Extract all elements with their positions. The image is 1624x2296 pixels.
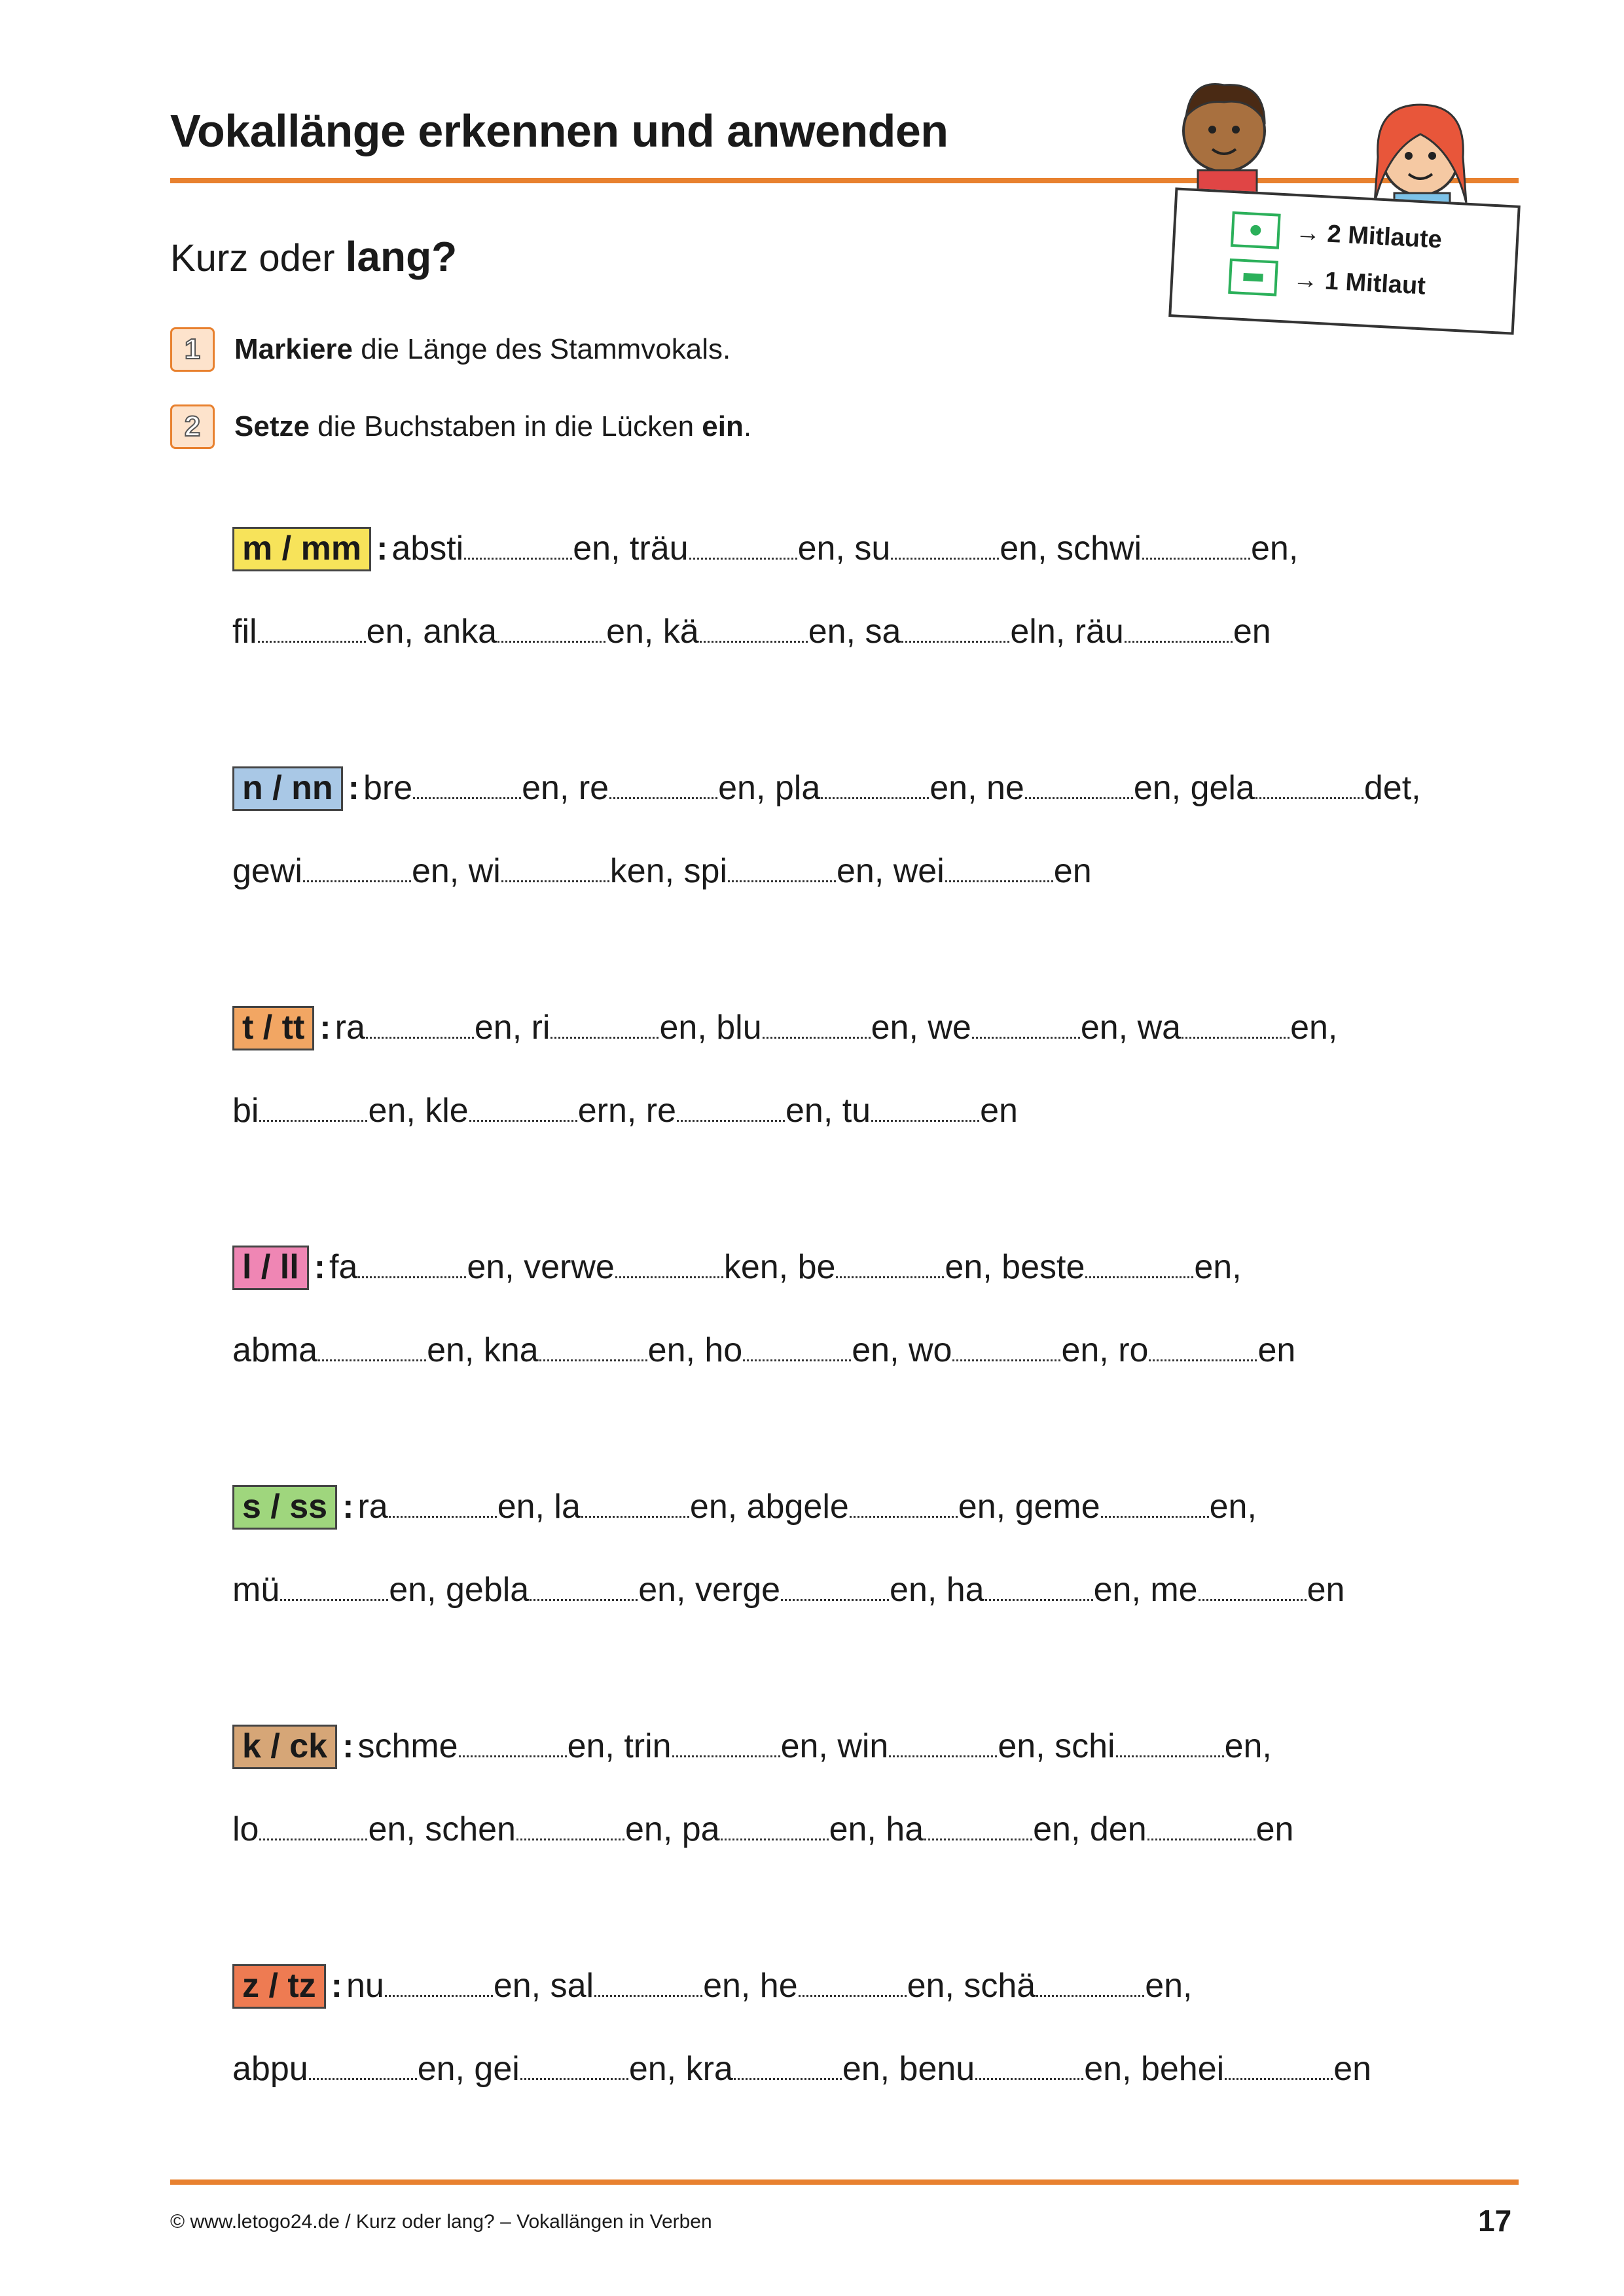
blank-gap[interactable] <box>952 1359 1060 1361</box>
blank-gap[interactable] <box>318 1359 426 1361</box>
legend-row-long <box>1228 259 1426 304</box>
word-fragment: en, he <box>703 1967 798 2005</box>
blank-gap[interactable] <box>539 1359 647 1361</box>
dot-icon <box>1231 211 1281 249</box>
exercise-line <box>232 1006 1337 1050</box>
word-fragment: en, we <box>871 1009 971 1047</box>
word-fragment: en, gela <box>1133 769 1255 807</box>
word-fragment: en, <box>1194 1248 1242 1286</box>
word-fragment: en, kle <box>368 1092 469 1130</box>
task-1 <box>170 327 731 372</box>
blank-gap[interactable] <box>1225 2077 1333 2080</box>
page-title: Vokallänge erkennen und anwenden <box>170 105 948 156</box>
word-fragment: en, pla <box>718 769 821 807</box>
blank-gap[interactable] <box>530 1598 638 1601</box>
word-fragment: det, <box>1363 769 1421 807</box>
page-number: 17 <box>1478 2204 1512 2238</box>
blank-gap[interactable] <box>581 1515 689 1518</box>
blank-gap[interactable] <box>901 640 1009 643</box>
blank-gap[interactable] <box>985 1598 1093 1601</box>
word-fragment: en <box>1307 1571 1345 1609</box>
word-fragment: fil <box>232 613 257 651</box>
blank-gap[interactable] <box>303 880 411 882</box>
footer-text: © www.letogo24.de / Kurz oder lang? – Vokallängen in Verben <box>170 2211 712 2233</box>
word-fragment: en <box>1333 2050 1372 2088</box>
word-fragment: en, ha <box>829 1810 924 1848</box>
subtitle-suffix: ? <box>431 233 458 280</box>
blank-gap[interactable] <box>259 1119 367 1122</box>
word-fragment: en, wi <box>411 852 501 890</box>
word-fragment: en, den <box>1033 1810 1147 1848</box>
word-fragment: bre <box>363 769 413 807</box>
blank-gap[interactable] <box>358 1276 466 1278</box>
legend-short-label: → 2 Mitlaute <box>1295 218 1443 254</box>
blank-gap[interactable] <box>763 1036 871 1039</box>
word-fragment: en, <box>1251 529 1299 567</box>
exercise-line <box>232 527 1298 571</box>
blank-gap[interactable] <box>1182 1036 1290 1039</box>
exercise-line <box>232 1725 1272 1769</box>
word-fragment: en, ri <box>474 1009 550 1047</box>
word-fragment: en, <box>1145 1967 1193 2005</box>
colon: : <box>342 1488 354 1526</box>
word-fragment: en, <box>1290 1009 1338 1047</box>
word-fragment: en <box>1255 1810 1294 1848</box>
exercise-line <box>232 1810 1293 1849</box>
word-fragment: mü <box>232 1571 280 1609</box>
blank-gap[interactable] <box>497 640 605 643</box>
word-fragment: en, abgele <box>689 1488 849 1526</box>
exercise-line <box>232 2049 1371 2089</box>
blank-gap[interactable] <box>672 1755 780 1757</box>
blank-gap[interactable] <box>1116 1755 1224 1757</box>
word-fragment: en, anka <box>366 613 497 651</box>
blank-gap[interactable] <box>821 797 929 799</box>
word-fragment: en, sal <box>493 1967 594 2005</box>
blank-gap[interactable] <box>280 1598 388 1601</box>
letter-tag: m / mm <box>232 527 371 571</box>
word-fragment: en, wei <box>837 852 945 890</box>
blank-gap[interactable] <box>871 1119 979 1122</box>
word-fragment: en, gebla <box>389 1571 530 1609</box>
blank-gap[interactable] <box>594 1994 702 1997</box>
word-fragment: en, ne <box>929 769 1024 807</box>
word-fragment: en, beste <box>945 1248 1085 1286</box>
word-fragment: en, blu <box>659 1009 762 1047</box>
section-subtitle <box>170 232 457 281</box>
word-fragment: gewi <box>232 852 302 890</box>
blank-gap[interactable] <box>1101 1515 1209 1518</box>
word-fragment: en, benu <box>842 2050 975 2088</box>
blank-gap[interactable] <box>1199 1598 1307 1601</box>
word-fragment: ken, spi <box>609 852 728 890</box>
blank-gap[interactable] <box>728 880 836 882</box>
word-fragment: en, <box>1224 1727 1272 1765</box>
word-fragment: abpu <box>232 2050 308 2088</box>
blank-gap[interactable] <box>1255 797 1363 799</box>
blank-gap[interactable] <box>945 880 1053 882</box>
blank-gap[interactable] <box>781 1598 889 1601</box>
word-fragment: bi <box>232 1092 259 1130</box>
blank-gap[interactable] <box>975 2077 1083 2080</box>
word-fragment: en, ro <box>1061 1331 1149 1369</box>
letter-tag: t / tt <box>232 1006 314 1050</box>
colon: : <box>376 529 388 567</box>
word-fragment: lo <box>232 1810 259 1848</box>
task-2 <box>170 404 751 449</box>
word-fragment: en <box>980 1092 1018 1130</box>
word-fragment: en, kä <box>606 613 699 651</box>
legend-long-label: → 1 Mitlaut <box>1292 265 1426 300</box>
word-fragment: en, wo <box>852 1331 952 1369</box>
letter-tag: k / ck <box>232 1725 337 1769</box>
blank-gap[interactable] <box>1085 1276 1193 1278</box>
letter-tag: z / tz <box>232 1964 326 2009</box>
colon: : <box>314 1248 326 1286</box>
blank-gap[interactable] <box>413 797 521 799</box>
word-fragment: ern, re <box>577 1092 676 1130</box>
blank-gap[interactable] <box>464 557 572 560</box>
blank-gap[interactable] <box>501 880 609 882</box>
task-number-badge: 2 <box>170 404 215 449</box>
word-fragment: en, schwi <box>1000 529 1142 567</box>
word-fragment: fa <box>329 1248 358 1286</box>
blank-gap[interactable] <box>1147 1838 1255 1840</box>
legend-row-short <box>1231 211 1443 258</box>
blank-gap[interactable] <box>1142 557 1250 560</box>
blank-gap[interactable] <box>469 1119 577 1122</box>
exercise-line <box>232 612 1271 651</box>
blank-gap[interactable] <box>1149 1359 1257 1361</box>
exercise-line <box>232 1091 1018 1130</box>
blank-gap[interactable] <box>550 1036 659 1039</box>
word-fragment: abma <box>232 1331 318 1369</box>
colon: : <box>342 1727 354 1765</box>
blank-gap[interactable] <box>309 2077 417 2080</box>
blank-gap[interactable] <box>366 1036 474 1039</box>
word-fragment: en, ha <box>890 1571 984 1609</box>
blank-gap[interactable] <box>459 1755 567 1757</box>
blank-gap[interactable] <box>721 1838 829 1840</box>
word-fragment: en, me <box>1093 1571 1198 1609</box>
word-fragment: en, pa <box>624 1810 720 1848</box>
word-fragment: en, re <box>522 769 609 807</box>
letter-tag: s / ss <box>232 1485 337 1530</box>
word-fragment: en, ho <box>647 1331 743 1369</box>
blank-gap[interactable] <box>259 1838 367 1840</box>
colon: : <box>348 769 359 807</box>
blank-gap[interactable] <box>389 1515 497 1518</box>
word-fragment: en, trin <box>567 1727 672 1765</box>
word-fragment: en, wa <box>1080 1009 1182 1047</box>
blank-gap[interactable] <box>700 640 808 643</box>
word-fragment: en, gei <box>417 2050 520 2088</box>
word-fragment: en, schen <box>368 1810 516 1848</box>
exercise-line <box>232 1331 1295 1370</box>
exercise-line <box>232 766 1421 811</box>
blank-gap[interactable] <box>891 557 999 560</box>
blank-gap[interactable] <box>836 1276 944 1278</box>
task-number-badge: 1 <box>170 327 215 372</box>
word-fragment: en, win <box>780 1727 889 1765</box>
blank-gap[interactable] <box>609 797 717 799</box>
blank-gap[interactable] <box>520 2077 628 2080</box>
word-fragment: en, verge <box>638 1571 781 1609</box>
word-fragment: en, träu <box>573 529 689 567</box>
subtitle-emphasis: lang <box>345 233 432 280</box>
word-fragment: ra <box>357 1488 388 1526</box>
exercise-line <box>232 1246 1242 1290</box>
exercise-line <box>232 1485 1257 1530</box>
blank-gap[interactable] <box>689 557 797 560</box>
word-fragment: en, geme <box>958 1488 1100 1526</box>
word-fragment: absti <box>391 529 464 567</box>
word-fragment: en, kra <box>628 2050 733 2088</box>
blank-gap[interactable] <box>385 1994 493 1997</box>
colon: : <box>331 1967 342 2005</box>
letter-tag: l / ll <box>232 1246 309 1290</box>
blank-gap[interactable] <box>743 1359 851 1361</box>
word-fragment: en, sa <box>808 613 901 651</box>
word-fragment: en, verwe <box>467 1248 615 1286</box>
blank-gap[interactable] <box>889 1755 997 1757</box>
blank-gap[interactable] <box>850 1515 958 1518</box>
task-text: Markiere die Länge des Stammvokals. <box>234 333 731 365</box>
word-fragment: en, kna <box>427 1331 539 1369</box>
subtitle-prefix: Kurz oder <box>170 237 335 279</box>
word-fragment: ken, be <box>723 1248 836 1286</box>
dash-icon <box>1228 259 1278 296</box>
word-fragment: nu <box>346 1967 384 2005</box>
word-fragment: schme <box>357 1727 458 1765</box>
word-fragment: en <box>1233 613 1271 651</box>
colon: : <box>319 1009 331 1047</box>
word-fragment: en, behei <box>1084 2050 1225 2088</box>
letter-tag: n / nn <box>232 766 343 811</box>
word-fragment: en <box>1257 1331 1296 1369</box>
word-fragment: en, tu <box>785 1092 871 1130</box>
blank-gap[interactable] <box>799 1994 907 1997</box>
blank-gap[interactable] <box>1036 1994 1144 1997</box>
blank-gap[interactable] <box>677 1119 785 1122</box>
blank-gap[interactable] <box>1125 640 1233 643</box>
word-fragment: en, schi <box>998 1727 1115 1765</box>
blank-gap[interactable] <box>516 1838 624 1840</box>
task-text: Setze die Buchstaben in die Lücken ein. <box>234 410 752 442</box>
word-fragment: en, <box>1209 1488 1257 1526</box>
footer-rule <box>170 2179 1519 2185</box>
blank-gap[interactable] <box>734 2077 842 2080</box>
word-fragment: en, la <box>497 1488 581 1526</box>
exercise-line <box>232 1570 1344 1609</box>
blank-gap[interactable] <box>924 1838 1032 1840</box>
blank-gap[interactable] <box>972 1036 1080 1039</box>
exercise-line <box>232 1964 1193 2009</box>
exercise-line <box>232 852 1092 891</box>
blank-gap[interactable] <box>258 640 366 643</box>
word-fragment: en, schä <box>907 1967 1036 2005</box>
legend-sign <box>1168 187 1521 334</box>
word-fragment: en, su <box>797 529 891 567</box>
blank-gap[interactable] <box>615 1276 723 1278</box>
blank-gap[interactable] <box>1025 797 1133 799</box>
word-fragment: ra <box>334 1009 365 1047</box>
word-fragment: eln, räu <box>1010 613 1124 651</box>
word-fragment: en <box>1053 852 1092 890</box>
